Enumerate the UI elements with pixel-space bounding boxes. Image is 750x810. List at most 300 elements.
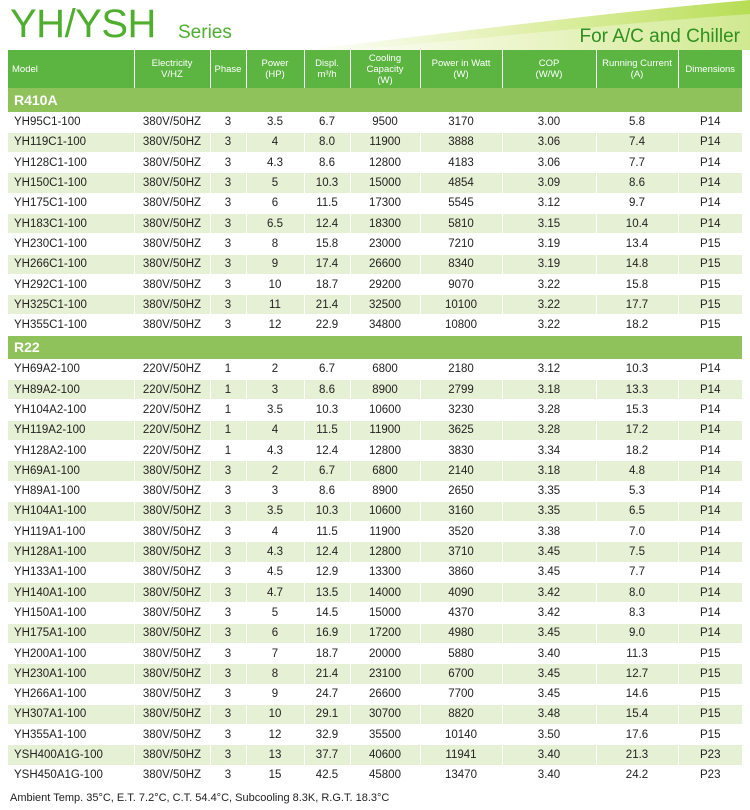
table-cell: P14 [678, 193, 742, 213]
table-cell: 3 [210, 112, 246, 132]
table-cell: 8.3 [596, 603, 678, 623]
table-cell: 7.4 [596, 132, 678, 152]
table-cell: 3 [210, 704, 246, 724]
column-header-label: Running Current [602, 58, 672, 69]
table-cell: 3 [210, 522, 246, 542]
column-header [134, 50, 210, 88]
table-cell: 3 [210, 643, 246, 663]
column-header-label: Phase [214, 63, 242, 75]
table-cell: 3.06 [502, 132, 596, 152]
test-conditions-note: Ambient Temp. 35°C, E.T. 7.2°C, C.T. 54.4°C, Subcooling 8.3K, R.G.T. 18.3°C [10, 792, 390, 804]
table-cell: 3.5 [246, 501, 304, 521]
table-cell: 2140 [420, 461, 502, 481]
table-cell: 3 [210, 153, 246, 173]
table-cell: 18.2 [596, 440, 678, 460]
table-cell: 2 [246, 359, 304, 379]
table-row [8, 173, 742, 193]
table-row [8, 359, 742, 379]
table-row [8, 583, 742, 603]
table-cell: 15000 [350, 173, 420, 193]
table-cell: 380V/50HZ [134, 583, 210, 603]
table-cell: 2 [246, 461, 304, 481]
table-cell: 4 [246, 522, 304, 542]
model-cell: YH175C1-100 [8, 193, 134, 213]
table-cell: 8 [246, 664, 304, 684]
table-cell: 6700 [420, 664, 502, 684]
table-row [8, 295, 742, 315]
table-cell: 3 [210, 132, 246, 152]
section-row [8, 335, 742, 359]
table-cell: 7.7 [596, 562, 678, 582]
table-cell: 17.6 [596, 725, 678, 745]
table-cell: 13.3 [596, 380, 678, 400]
table-row [8, 562, 742, 582]
model-cell: YH200A1-100 [8, 643, 134, 663]
table-cell: 3.40 [502, 745, 596, 765]
table-cell: 6.7 [304, 461, 350, 481]
table-cell: 24.7 [304, 684, 350, 704]
column-header [678, 50, 742, 88]
table-row [8, 112, 742, 132]
application-label: For A/C and Chiller [579, 26, 740, 47]
table-cell: 5880 [420, 643, 502, 663]
column-header-label: Displ. [315, 58, 339, 69]
table-cell: 3.45 [502, 562, 596, 582]
table-cell: 11.5 [304, 522, 350, 542]
table-cell: 3 [210, 461, 246, 481]
table-cell: 3.12 [502, 359, 596, 379]
table-cell: 5.8 [596, 112, 678, 132]
model-cell: YSH450A1G-100 [8, 765, 134, 785]
table-cell: 8.0 [304, 132, 350, 152]
table-cell: 3 [246, 380, 304, 400]
table-cell: P14 [678, 380, 742, 400]
table-cell: 15 [246, 765, 304, 785]
column-header-label: (HP) [265, 69, 285, 80]
model-cell: YH128C1-100 [8, 153, 134, 173]
table-cell: 3 [210, 193, 246, 213]
table-cell: 8900 [350, 481, 420, 501]
model-cell: YH89A1-100 [8, 481, 134, 501]
model-cell: YH119A2-100 [8, 420, 134, 440]
table-cell: 10.3 [304, 173, 350, 193]
table-cell: 11900 [350, 522, 420, 542]
table-cell: 4.3 [246, 153, 304, 173]
table-cell: 380V/50HZ [134, 542, 210, 562]
table-cell: 4.8 [596, 461, 678, 481]
table-cell: 1 [210, 440, 246, 460]
table-cell: 6.7 [304, 112, 350, 132]
column-header [350, 50, 420, 88]
table-cell: 3170 [420, 112, 502, 132]
table-cell: 380V/50HZ [134, 664, 210, 684]
table-cell: 17.2 [596, 420, 678, 440]
table-cell: 3 [210, 562, 246, 582]
model-cell: YH104A1-100 [8, 501, 134, 521]
table-cell: 3860 [420, 562, 502, 582]
table-cell: 13.4 [596, 234, 678, 254]
table-cell: 13300 [350, 562, 420, 582]
table-cell: 8.6 [304, 481, 350, 501]
table-cell: 380V/50HZ [134, 254, 210, 274]
table-cell: 22.9 [304, 315, 350, 335]
table-cell: 17.4 [304, 254, 350, 274]
column-header [8, 50, 134, 88]
table-cell: 8.0 [596, 583, 678, 603]
table-cell: 380V/50HZ [134, 132, 210, 152]
table-cell: 7 [246, 643, 304, 663]
page-header [0, 0, 750, 50]
table-cell: 15.4 [596, 704, 678, 724]
table-cell: 3 [246, 481, 304, 501]
table-cell: 16.9 [304, 623, 350, 643]
table-row [8, 704, 742, 724]
model-cell: YSH400A1G-100 [8, 745, 134, 765]
table-cell: 9500 [350, 112, 420, 132]
table-cell: 6.5 [596, 501, 678, 521]
table-cell: 220V/50HZ [134, 420, 210, 440]
table-cell: 26600 [350, 684, 420, 704]
table-cell: 3160 [420, 501, 502, 521]
table-cell: 17200 [350, 623, 420, 643]
table-cell: 380V/50HZ [134, 193, 210, 213]
table-cell: 4 [246, 132, 304, 152]
table-cell: P14 [678, 461, 742, 481]
table-cell: 3 [210, 315, 246, 335]
table-cell: 8340 [420, 254, 502, 274]
table-cell: 3.19 [502, 234, 596, 254]
table-cell: P14 [678, 623, 742, 643]
table-row [8, 623, 742, 643]
table-cell: 13 [246, 745, 304, 765]
table-cell: P14 [678, 359, 742, 379]
table-cell: 2650 [420, 481, 502, 501]
table-cell: 3.09 [502, 173, 596, 193]
table-cell: 34800 [350, 315, 420, 335]
table-cell: 14.5 [304, 603, 350, 623]
table-cell: 3 [210, 295, 246, 315]
table-cell: 380V/50HZ [134, 315, 210, 335]
table-cell: 380V/50HZ [134, 643, 210, 663]
model-cell: YH175A1-100 [8, 623, 134, 643]
table-cell: 3230 [420, 400, 502, 420]
table-cell: 380V/50HZ [134, 522, 210, 542]
table-cell: P15 [678, 254, 742, 274]
table-row [8, 193, 742, 213]
table-cell: 12800 [350, 542, 420, 562]
table-cell: 4090 [420, 583, 502, 603]
model-cell: YH133A1-100 [8, 562, 134, 582]
table-cell: 3 [210, 583, 246, 603]
table-cell: 14000 [350, 583, 420, 603]
table-cell: 3.50 [502, 725, 596, 745]
table-cell: 17.7 [596, 295, 678, 315]
table-cell: 8.6 [304, 380, 350, 400]
table-cell: 40600 [350, 745, 420, 765]
table-cell: 380V/50HZ [134, 481, 210, 501]
model-cell: YH119A1-100 [8, 522, 134, 542]
table-cell: P14 [678, 522, 742, 542]
table-cell: 11.3 [596, 643, 678, 663]
table-cell: 32500 [350, 295, 420, 315]
table-cell: 10600 [350, 400, 420, 420]
column-header [502, 50, 596, 88]
table-cell: 6.7 [304, 359, 350, 379]
table-cell: 4.3 [246, 542, 304, 562]
table-cell: 32.9 [304, 725, 350, 745]
table-cell: 10140 [420, 725, 502, 745]
table-row [8, 664, 742, 684]
model-cell: YH89A2-100 [8, 380, 134, 400]
table-cell: 3.00 [502, 112, 596, 132]
table-row [8, 765, 742, 785]
table-cell: 4370 [420, 603, 502, 623]
table-cell: 11941 [420, 745, 502, 765]
table-cell: 29200 [350, 274, 420, 294]
table-cell: 12 [246, 725, 304, 745]
table-cell: P14 [678, 153, 742, 173]
refrigerant-section-label: R410A [8, 88, 742, 112]
table-cell: 220V/50HZ [134, 359, 210, 379]
column-header-label: V/HZ [161, 69, 183, 80]
table-row [8, 315, 742, 335]
model-cell: YH69A2-100 [8, 359, 134, 379]
model-cell: YH95C1-100 [8, 112, 134, 132]
table-cell: 3 [210, 234, 246, 254]
table-cell: 6.5 [246, 213, 304, 233]
table-cell: 3.42 [502, 583, 596, 603]
table-cell: 14.6 [596, 684, 678, 704]
table-cell: 3.12 [502, 193, 596, 213]
table-cell: P15 [678, 684, 742, 704]
table-cell: 3 [210, 501, 246, 521]
table-cell: P15 [678, 725, 742, 745]
table-cell: 4.3 [246, 440, 304, 460]
table-cell: 3.18 [502, 380, 596, 400]
table-cell: 220V/50HZ [134, 400, 210, 420]
table-cell: 5545 [420, 193, 502, 213]
table-cell: 15.3 [596, 400, 678, 420]
table-cell: 17300 [350, 193, 420, 213]
table-cell: 3 [210, 765, 246, 785]
table-cell: 10 [246, 704, 304, 724]
table-cell: 45800 [350, 765, 420, 785]
table-cell: 42.5 [304, 765, 350, 785]
column-header-label: m³/h [317, 69, 337, 80]
table-row [8, 725, 742, 745]
table-cell: 3.48 [502, 704, 596, 724]
column-header [210, 50, 246, 88]
table-cell: 3888 [420, 132, 502, 152]
table-cell: 10.3 [596, 359, 678, 379]
table-cell: 380V/50HZ [134, 153, 210, 173]
table-cell: 3.06 [502, 153, 596, 173]
table-cell: 5.3 [596, 481, 678, 501]
table-cell: 3 [210, 603, 246, 623]
table-cell: P14 [678, 440, 742, 460]
column-header-label: (A) [630, 69, 644, 80]
table-cell: 4.5 [246, 562, 304, 582]
table-cell: 10.3 [304, 501, 350, 521]
table-cell: 7.0 [596, 522, 678, 542]
table-cell: 3.18 [502, 461, 596, 481]
table-cell: 21.4 [304, 295, 350, 315]
table-cell: P15 [678, 704, 742, 724]
table-cell: 15000 [350, 603, 420, 623]
table-cell: 11900 [350, 132, 420, 152]
table-cell: 24.2 [596, 765, 678, 785]
table-cell: 9.0 [596, 623, 678, 643]
column-header-label: Model [12, 63, 38, 75]
table-cell: 3.40 [502, 765, 596, 785]
model-cell: YH150A1-100 [8, 603, 134, 623]
table-cell: 15.8 [596, 274, 678, 294]
table-cell: 3.5 [246, 400, 304, 420]
table-cell: 18.7 [304, 643, 350, 663]
table-row [8, 643, 742, 663]
table-cell: 3.28 [502, 400, 596, 420]
table-cell: 3.42 [502, 603, 596, 623]
table-cell: 3.5 [246, 112, 304, 132]
table-cell: 8 [246, 234, 304, 254]
model-cell: YH292C1-100 [8, 274, 134, 294]
table-cell: 4980 [420, 623, 502, 643]
table-cell: 12.4 [304, 542, 350, 562]
table-row [8, 420, 742, 440]
column-header [246, 50, 304, 88]
model-cell: YH119C1-100 [8, 132, 134, 152]
table-cell: 3.22 [502, 315, 596, 335]
table-row [8, 234, 742, 254]
table-cell: 9070 [420, 274, 502, 294]
table-cell: 3 [210, 173, 246, 193]
table-cell: 380V/50HZ [134, 213, 210, 233]
table-cell: 380V/50HZ [134, 704, 210, 724]
table-cell: 3.45 [502, 623, 596, 643]
table-cell: 1 [210, 400, 246, 420]
table-row [8, 213, 742, 233]
model-cell: YH183C1-100 [8, 213, 134, 233]
table-cell: P15 [678, 295, 742, 315]
table-cell: P14 [678, 132, 742, 152]
table-cell: 3 [210, 274, 246, 294]
table-cell: 11.5 [304, 193, 350, 213]
table-cell: P14 [678, 481, 742, 501]
model-cell: YH128A1-100 [8, 542, 134, 562]
table-cell: 3.35 [502, 501, 596, 521]
table-cell: 12.4 [304, 213, 350, 233]
table-cell: 380V/50HZ [134, 765, 210, 785]
table-cell: 8.6 [304, 153, 350, 173]
table-cell: 11900 [350, 420, 420, 440]
column-header-label: (W) [377, 74, 393, 86]
table-cell: 3 [210, 725, 246, 745]
table-cell: P15 [678, 315, 742, 335]
table-cell: 380V/50HZ [134, 501, 210, 521]
table-cell: 3.28 [502, 420, 596, 440]
table-cell: 4 [246, 420, 304, 440]
table-cell: 9 [246, 684, 304, 704]
table-cell: 3.19 [502, 254, 596, 274]
table-cell: P14 [678, 501, 742, 521]
table-cell: 3 [210, 542, 246, 562]
table-cell: 37.7 [304, 745, 350, 765]
table-row [8, 153, 742, 173]
section-row [8, 88, 742, 112]
table-cell: 3625 [420, 420, 502, 440]
table-cell: 18.2 [596, 315, 678, 335]
column-header-label: Cooling Capacity [366, 52, 404, 75]
table-cell: 9 [246, 254, 304, 274]
column-header-label: COP [538, 58, 560, 69]
table-cell: 13.5 [304, 583, 350, 603]
table-cell: 380V/50HZ [134, 234, 210, 254]
table-cell: 380V/50HZ [134, 745, 210, 765]
table-cell: 220V/50HZ [134, 440, 210, 460]
table-cell: 8900 [350, 380, 420, 400]
table-cell: 380V/50HZ [134, 274, 210, 294]
column-header-label: Power [261, 58, 289, 69]
table-cell: 12.7 [596, 664, 678, 684]
table-cell: 3710 [420, 542, 502, 562]
table-cell: 380V/50HZ [134, 295, 210, 315]
table-cell: 380V/50HZ [134, 725, 210, 745]
table-cell: 13470 [420, 765, 502, 785]
series-subtitle: Series [178, 22, 232, 43]
table-cell: 380V/50HZ [134, 684, 210, 704]
table-cell: P14 [678, 112, 742, 132]
table-cell: 5810 [420, 213, 502, 233]
table-cell: 23100 [350, 664, 420, 684]
table-cell: 380V/50HZ [134, 623, 210, 643]
model-cell: YH355A1-100 [8, 725, 134, 745]
table-row [8, 603, 742, 623]
column-header-label: (W) [453, 69, 469, 80]
table-cell: 3 [210, 213, 246, 233]
model-cell: YH355C1-100 [8, 315, 134, 335]
table-cell: 3 [210, 254, 246, 274]
table-cell: 11.5 [304, 420, 350, 440]
model-cell: YH266A1-100 [8, 684, 134, 704]
column-header-label: Electricity [151, 58, 193, 69]
table-cell: 12800 [350, 440, 420, 460]
table-cell: 10.3 [304, 400, 350, 420]
column-header [596, 50, 678, 88]
table-cell: 3.45 [502, 684, 596, 704]
table-cell: 6800 [350, 359, 420, 379]
table-cell: P14 [678, 603, 742, 623]
table-cell: 30700 [350, 704, 420, 724]
column-header [420, 50, 502, 88]
table-row [8, 132, 742, 152]
table-cell: 3520 [420, 522, 502, 542]
table-cell: 18300 [350, 213, 420, 233]
table-cell: 3 [210, 664, 246, 684]
table-cell: 1 [210, 420, 246, 440]
table-cell: 14.8 [596, 254, 678, 274]
table-cell: 1 [210, 380, 246, 400]
column-header [304, 50, 350, 88]
table-cell: 12.4 [304, 440, 350, 460]
table-cell: 10800 [420, 315, 502, 335]
table-cell: 20000 [350, 643, 420, 663]
table-cell: 3.35 [502, 481, 596, 501]
table-cell: 5 [246, 603, 304, 623]
table-cell: 7700 [420, 684, 502, 704]
table-cell: 3 [210, 745, 246, 765]
table-cell: 10600 [350, 501, 420, 521]
model-cell: YH150C1-100 [8, 173, 134, 193]
